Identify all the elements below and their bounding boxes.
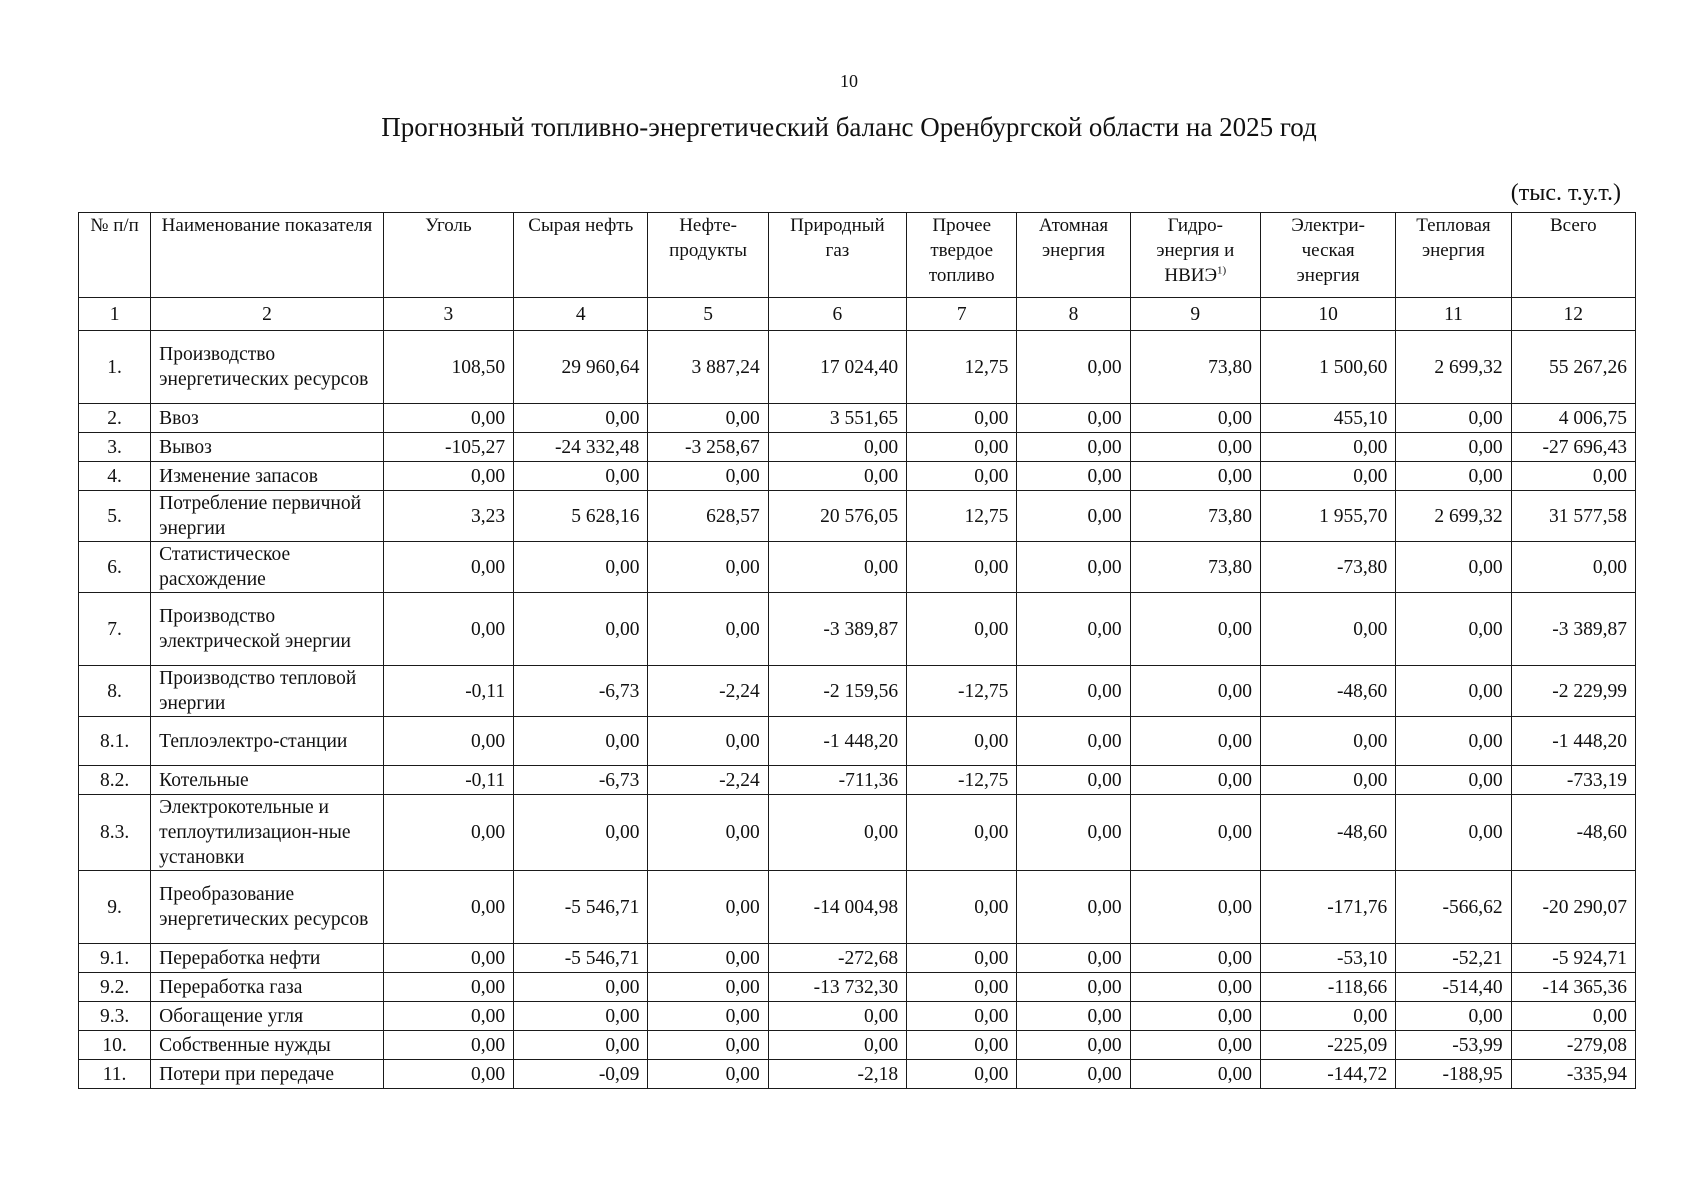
value-cell: -335,94 (1511, 1060, 1635, 1089)
value-cell: 0,00 (648, 1002, 768, 1031)
value-cell: 2 699,32 (1396, 331, 1511, 404)
column-number: 2 (151, 298, 384, 331)
value-cell: -73,80 (1260, 542, 1395, 593)
value-cell: -12,75 (907, 766, 1017, 795)
value-cell: 0,00 (1130, 404, 1260, 433)
value-cell: 0,00 (907, 462, 1017, 491)
value-cell: -171,76 (1260, 871, 1395, 944)
value-cell: -225,09 (1260, 1031, 1395, 1060)
value-cell: 0,00 (907, 973, 1017, 1002)
value-cell: 0,00 (514, 717, 648, 766)
value-cell: 0,00 (1017, 1002, 1130, 1031)
table-row (79, 542, 1636, 593)
column-header-label: № п/п (90, 215, 139, 236)
value-cell: 0,00 (1396, 542, 1511, 593)
column-header (1511, 213, 1635, 298)
value-cell: 0,00 (1017, 491, 1130, 542)
row-name: Производство тепловой энергии (151, 666, 384, 717)
column-header-label: Тепловая энергия (1416, 215, 1491, 261)
value-cell: -5 546,71 (514, 944, 648, 973)
value-cell: 0,00 (383, 593, 513, 666)
row-index: 5. (79, 491, 151, 542)
value-cell: -118,66 (1260, 973, 1395, 1002)
table-row (79, 766, 1636, 795)
document-title: Прогнозный топливно-энергетический баланс Оренбургской области на 2025 год (381, 112, 1317, 142)
row-name: Обогащение угля (151, 1002, 384, 1031)
row-index: 7. (79, 593, 151, 666)
column-header-label: Электри-ческая энергия (1291, 215, 1365, 286)
value-cell: 0,00 (648, 795, 768, 871)
column-header (768, 213, 906, 298)
column-header (79, 213, 151, 298)
value-cell: -2,24 (648, 766, 768, 795)
value-cell: 73,80 (1130, 331, 1260, 404)
table-row (79, 717, 1636, 766)
column-header (1130, 213, 1260, 298)
value-cell: 5 628,16 (514, 491, 648, 542)
value-cell: 0,00 (1017, 766, 1130, 795)
table-row (79, 871, 1636, 944)
value-cell: 108,50 (383, 331, 513, 404)
row-name: Переработка газа (151, 973, 384, 1002)
row-name: Производство энергетических ресурсов (151, 331, 384, 404)
table-header-row (79, 213, 1636, 298)
value-cell: -733,19 (1511, 766, 1635, 795)
value-cell: -24 332,48 (514, 433, 648, 462)
row-index: 9.2. (79, 973, 151, 1002)
column-header (383, 213, 513, 298)
value-cell: -6,73 (514, 666, 648, 717)
column-header (1260, 213, 1395, 298)
value-cell: 0,00 (514, 1031, 648, 1060)
value-cell: 0,00 (907, 795, 1017, 871)
row-name: Изменение запасов (151, 462, 384, 491)
column-number: 5 (648, 298, 768, 331)
value-cell: 73,80 (1130, 491, 1260, 542)
value-cell: 0,00 (907, 1002, 1017, 1031)
row-index: 6. (79, 542, 151, 593)
value-cell: 0,00 (1017, 944, 1130, 973)
value-cell: 0,00 (907, 433, 1017, 462)
row-index: 1. (79, 331, 151, 404)
value-cell: -6,73 (514, 766, 648, 795)
value-cell: -48,60 (1260, 666, 1395, 717)
row-name: Статистическое расхождение (151, 542, 384, 593)
row-name: Потребление первичной энергии (151, 491, 384, 542)
page-number: 10 (840, 71, 858, 91)
column-number: 8 (1017, 298, 1130, 331)
value-cell: -2 159,56 (768, 666, 906, 717)
row-index: 3. (79, 433, 151, 462)
row-name: Преобразование энергетических ресурсов (151, 871, 384, 944)
column-header-label: Природный газ (790, 215, 885, 261)
row-index: 8.2. (79, 766, 151, 795)
column-header (1017, 213, 1130, 298)
value-cell: -20 290,07 (1511, 871, 1635, 944)
value-cell: -14 365,36 (1511, 973, 1635, 1002)
value-cell: -3 389,87 (768, 593, 906, 666)
column-header (151, 213, 384, 298)
value-cell: -0,11 (383, 666, 513, 717)
column-number: 11 (1396, 298, 1511, 331)
table-row (79, 331, 1636, 404)
value-cell: 0,00 (383, 542, 513, 593)
column-header-label: Сырая нефть (528, 215, 634, 236)
table-row (79, 433, 1636, 462)
value-cell: -3 389,87 (1511, 593, 1635, 666)
column-number: 4 (514, 298, 648, 331)
value-cell: -27 696,43 (1511, 433, 1635, 462)
value-cell: 0,00 (907, 871, 1017, 944)
row-index: 9.1. (79, 944, 151, 973)
value-cell: 455,10 (1260, 404, 1395, 433)
column-number: 7 (907, 298, 1017, 331)
value-cell: 0,00 (383, 871, 513, 944)
row-index: 8.3. (79, 795, 151, 871)
value-cell: -272,68 (768, 944, 906, 973)
column-number: 10 (1260, 298, 1395, 331)
value-cell: 0,00 (1396, 766, 1511, 795)
table-row (79, 795, 1636, 871)
value-cell: 0,00 (514, 1002, 648, 1031)
value-cell: -13 732,30 (768, 973, 906, 1002)
value-cell: 0,00 (383, 404, 513, 433)
value-cell: 0,00 (514, 593, 648, 666)
column-header-label: Наименование показателя (161, 215, 373, 236)
table-row (79, 462, 1636, 491)
value-cell: 73,80 (1130, 542, 1260, 593)
value-cell: 628,57 (648, 491, 768, 542)
value-cell: 0,00 (514, 542, 648, 593)
value-cell: 3 887,24 (648, 331, 768, 404)
value-cell: -52,21 (1396, 944, 1511, 973)
value-cell: 17 024,40 (768, 331, 906, 404)
value-cell: 31 577,58 (1511, 491, 1635, 542)
row-index: 8.1. (79, 717, 151, 766)
value-cell: 0,00 (1396, 433, 1511, 462)
value-cell: 0,00 (1396, 404, 1511, 433)
value-cell: 0,00 (1396, 1002, 1511, 1031)
row-name: Переработка нефти (151, 944, 384, 973)
column-number: 12 (1511, 298, 1635, 331)
value-cell: 0,00 (1396, 593, 1511, 666)
value-cell: -48,60 (1511, 795, 1635, 871)
value-cell: -1 448,20 (1511, 717, 1635, 766)
value-cell: 0,00 (907, 1031, 1017, 1060)
value-cell: -144,72 (1260, 1060, 1395, 1089)
table-row (79, 491, 1636, 542)
value-cell: 0,00 (768, 462, 906, 491)
value-cell: 0,00 (768, 795, 906, 871)
value-cell: 0,00 (1017, 433, 1130, 462)
value-cell: -711,36 (768, 766, 906, 795)
value-cell: 0,00 (383, 1002, 513, 1031)
value-cell: 0,00 (1260, 433, 1395, 462)
value-cell: 55 267,26 (1511, 331, 1635, 404)
row-index: 8. (79, 666, 151, 717)
value-cell: -53,99 (1396, 1031, 1511, 1060)
value-cell: 0,00 (383, 462, 513, 491)
value-cell: 0,00 (907, 717, 1017, 766)
value-cell: 0,00 (383, 973, 513, 1002)
value-cell: -2 229,99 (1511, 666, 1635, 717)
value-cell: 0,00 (514, 462, 648, 491)
value-cell: 0,00 (1511, 542, 1635, 593)
value-cell: 0,00 (1511, 1002, 1635, 1031)
table-body (79, 331, 1636, 1089)
value-cell: 3 551,65 (768, 404, 906, 433)
value-cell: 0,00 (648, 973, 768, 1002)
column-number: 1 (79, 298, 151, 331)
row-index: 2. (79, 404, 151, 433)
row-index: 10. (79, 1031, 151, 1060)
value-cell: 0,00 (648, 944, 768, 973)
value-cell: -188,95 (1396, 1060, 1511, 1089)
value-cell: 0,00 (1017, 404, 1130, 433)
column-number: 9 (1130, 298, 1260, 331)
value-cell: 0,00 (383, 944, 513, 973)
row-name: Теплоэлектро-станции (151, 717, 384, 766)
value-cell: 0,00 (1130, 433, 1260, 462)
column-header-label: Прочее твердое топливо (928, 215, 995, 286)
value-cell: 0,00 (1130, 462, 1260, 491)
value-cell: 0,00 (1017, 666, 1130, 717)
row-name: Потери при передаче (151, 1060, 384, 1089)
value-cell: 0,00 (648, 462, 768, 491)
value-cell: 0,00 (1130, 1060, 1260, 1089)
value-cell: -2,24 (648, 666, 768, 717)
table-row (79, 1002, 1636, 1031)
column-header-label: Всего (1550, 215, 1597, 236)
value-cell: -0,11 (383, 766, 513, 795)
value-cell: 0,00 (1396, 717, 1511, 766)
value-cell: 0,00 (383, 1031, 513, 1060)
value-cell: 0,00 (1130, 1002, 1260, 1031)
value-cell: 0,00 (648, 1031, 768, 1060)
column-number: 3 (383, 298, 513, 331)
value-cell: 2 699,32 (1396, 491, 1511, 542)
footnote-marker: 1) (1217, 264, 1227, 277)
row-name: Ввоз (151, 404, 384, 433)
column-header (514, 213, 648, 298)
value-cell: 0,00 (1130, 666, 1260, 717)
value-cell: 0,00 (1017, 331, 1130, 404)
energy-balance-table (78, 212, 1636, 1089)
table-row (79, 1060, 1636, 1089)
row-name: Собственные нужды (151, 1031, 384, 1060)
row-name: Вывоз (151, 433, 384, 462)
value-cell: 0,00 (1130, 944, 1260, 973)
column-number: 6 (768, 298, 906, 331)
value-cell: 0,00 (648, 1060, 768, 1089)
value-cell: 4 006,75 (1511, 404, 1635, 433)
column-header (907, 213, 1017, 298)
row-index: 9.3. (79, 1002, 151, 1031)
value-cell: 0,00 (768, 1002, 906, 1031)
value-cell: 0,00 (1511, 462, 1635, 491)
table-row (79, 1031, 1636, 1060)
value-cell: -14 004,98 (768, 871, 906, 944)
value-cell: 0,00 (1396, 462, 1511, 491)
value-cell: 12,75 (907, 491, 1017, 542)
value-cell: 0,00 (1260, 766, 1395, 795)
value-cell: 0,00 (383, 717, 513, 766)
value-cell: 0,00 (1396, 795, 1511, 871)
value-cell: 0,00 (1130, 795, 1260, 871)
value-cell: 0,00 (1130, 1031, 1260, 1060)
value-cell: 0,00 (1260, 593, 1395, 666)
value-cell: 3,23 (383, 491, 513, 542)
row-name: Производство электрической энергии (151, 593, 384, 666)
value-cell: 0,00 (514, 795, 648, 871)
value-cell: 29 960,64 (514, 331, 648, 404)
value-cell: -2,18 (768, 1060, 906, 1089)
table-row (79, 593, 1636, 666)
value-cell: -514,40 (1396, 973, 1511, 1002)
row-name: Котельные (151, 766, 384, 795)
value-cell: -566,62 (1396, 871, 1511, 944)
row-index: 9. (79, 871, 151, 944)
value-cell: -105,27 (383, 433, 513, 462)
value-cell: 12,75 (907, 331, 1017, 404)
value-cell: 0,00 (1017, 795, 1130, 871)
value-cell: 0,00 (514, 973, 648, 1002)
row-index: 11. (79, 1060, 151, 1089)
value-cell: 0,00 (768, 433, 906, 462)
value-cell: 0,00 (1017, 717, 1130, 766)
value-cell: -0,09 (514, 1060, 648, 1089)
value-cell: -53,10 (1260, 944, 1395, 973)
table-row (79, 404, 1636, 433)
value-cell: -12,75 (907, 666, 1017, 717)
column-header (648, 213, 768, 298)
value-cell: 0,00 (648, 871, 768, 944)
value-cell: 0,00 (1130, 717, 1260, 766)
value-cell: 0,00 (768, 542, 906, 593)
column-header-label: Гидро-энергия и НВИЭ (1156, 215, 1235, 286)
value-cell: 0,00 (1017, 542, 1130, 593)
units-label: (тыс. т.у.т.) (1510, 180, 1621, 206)
value-cell: 0,00 (1017, 1031, 1130, 1060)
value-cell: 0,00 (648, 404, 768, 433)
column-header-label: Атомная энергия (1038, 215, 1109, 261)
value-cell: 0,00 (383, 1060, 513, 1089)
row-name: Электрокотельные и теплоутилизацион-ные установки (151, 795, 384, 871)
value-cell: -3 258,67 (648, 433, 768, 462)
value-cell: 0,00 (1130, 593, 1260, 666)
value-cell: 0,00 (1017, 973, 1130, 1002)
value-cell: 0,00 (1017, 1060, 1130, 1089)
column-number-row (79, 298, 1636, 331)
value-cell: 1 955,70 (1260, 491, 1395, 542)
value-cell: 0,00 (1017, 593, 1130, 666)
value-cell: 0,00 (907, 404, 1017, 433)
value-cell: -48,60 (1260, 795, 1395, 871)
table-row (79, 944, 1636, 973)
value-cell: 0,00 (1017, 871, 1130, 944)
value-cell: 0,00 (1396, 666, 1511, 717)
value-cell: 0,00 (907, 944, 1017, 973)
value-cell: 0,00 (648, 717, 768, 766)
table-row (79, 973, 1636, 1002)
value-cell: 0,00 (648, 542, 768, 593)
row-index: 4. (79, 462, 151, 491)
column-header-label: Нефте-продукты (669, 215, 747, 261)
value-cell: 0,00 (383, 795, 513, 871)
value-cell: 0,00 (1130, 871, 1260, 944)
value-cell: 0,00 (907, 593, 1017, 666)
value-cell: 0,00 (1260, 1002, 1395, 1031)
value-cell: 20 576,05 (768, 491, 906, 542)
value-cell: 0,00 (768, 1031, 906, 1060)
value-cell: 0,00 (1260, 462, 1395, 491)
column-header (1396, 213, 1511, 298)
value-cell: 0,00 (907, 1060, 1017, 1089)
value-cell: -5 924,71 (1511, 944, 1635, 973)
value-cell: 0,00 (648, 593, 768, 666)
value-cell: -1 448,20 (768, 717, 906, 766)
value-cell: 0,00 (1017, 462, 1130, 491)
value-cell: 1 500,60 (1260, 331, 1395, 404)
value-cell: -5 546,71 (514, 871, 648, 944)
column-header-label: Уголь (425, 215, 472, 236)
value-cell: 0,00 (1260, 717, 1395, 766)
table-row (79, 666, 1636, 717)
value-cell: 0,00 (514, 404, 648, 433)
value-cell: 0,00 (1130, 766, 1260, 795)
value-cell: 0,00 (907, 542, 1017, 593)
value-cell: -279,08 (1511, 1031, 1635, 1060)
value-cell: 0,00 (1130, 973, 1260, 1002)
